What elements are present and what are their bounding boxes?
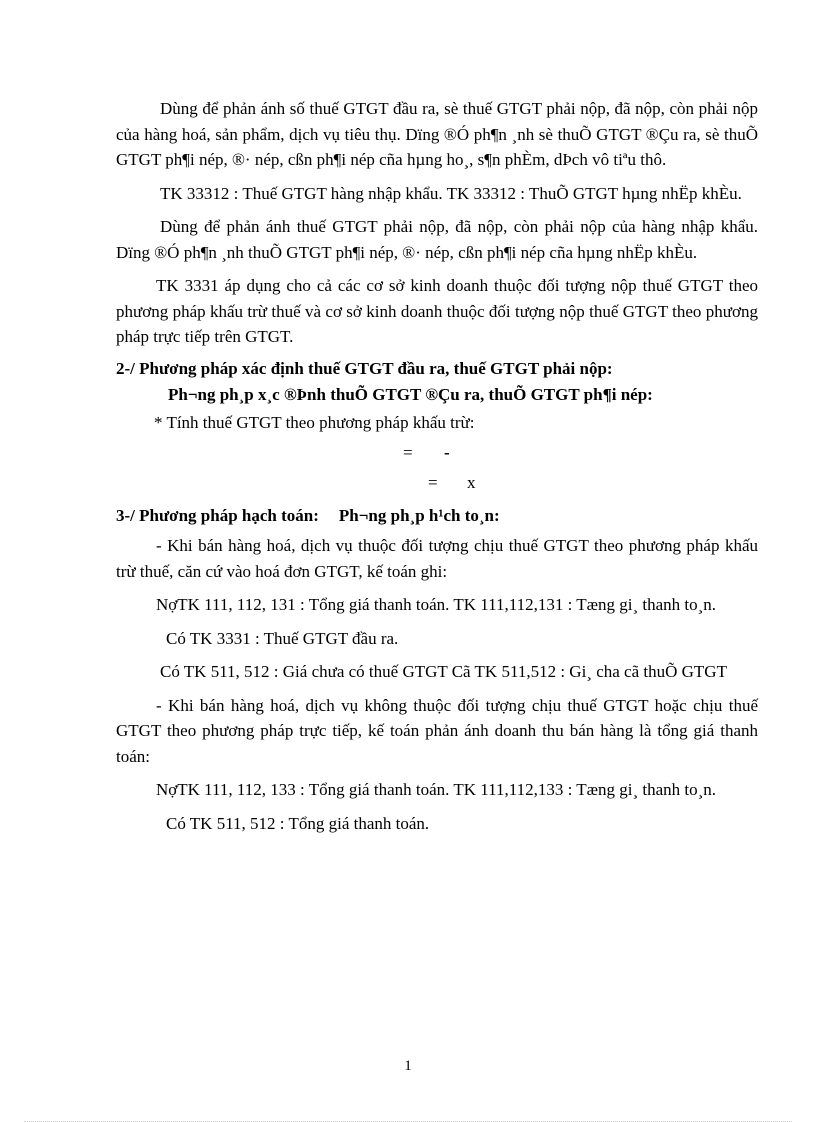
paragraph-tk-33312: TK 33312 : Thuế GTGT hàng nhập khẩu. TK 33312 : ThuÕ GTGT hµng nhËp khÈu.: [160, 183, 742, 203]
formula-line-2: [116, 473, 758, 503]
formula-line-1: [116, 443, 758, 473]
paragraph-output-vat: Dùng để phản ánh số thuế GTGT đầu ra, sè thuế GTGT phải nộp, đã nộp, còn phải nộp của hàng hoá, sản phẩm, dịch vụ tiêu thụ. Dïng ®Ó ph¶n ¸nh sè thuÕ GTGT ®Çu ra, sè thuÕ GTGT ph¶i nép, ®· nép, cßn ph¶i nép cña hµng ho¸, s¶n phÈm, dÞch vô tiªu thô.: [116, 99, 758, 169]
page-number: 1: [404, 1058, 412, 1074]
page-bottom-divider: [24, 1121, 792, 1122]
formula-equals: =: [403, 443, 413, 462]
paragraph-import-vat: Dùng để phản ánh thuế GTGT phải nộp, đã nộp, còn phải nộp của hàng nhập khẩu. Dïng ®Ó ph¶n ¸nh thuÕ GTGT ph¶i nép, ®· nép, cßn ph¶i nép cña hµng nhËp khÈu.: [116, 217, 758, 262]
formula-minus: -: [444, 443, 450, 462]
document-body: [116, 96, 758, 844]
section-3-title: 3-/ Phương pháp hạch toán:: [116, 506, 319, 525]
paragraph-deduction-sale: - Khi bán hàng hoá, dịch vụ thuộc đối tượng chịu thuế GTGT theo phương pháp khấu trừ thuế, căn cứ vào hoá đơn GTGT, kế toán ghi:: [116, 536, 758, 581]
entry-debit-111-112-133: NợTK 111, 112, 133 : Tổng giá thanh toán. TK 111,112,133 : Tæng gi¸ thanh to¸n.: [156, 780, 717, 799]
paragraph-direct-method-sale: - Khi bán hàng hoá, dịch vụ không thuộc đối tượng chịu thuế GTGT hoặc chịu thuế GTGT theo phương pháp trực tiếp, kế toán phản ánh doanh thu bán hàng là tổng giá thanh toán:: [116, 695, 758, 766]
entry-credit-511-512-total: Có TK 511, 512 : Tổng giá thanh toán.: [166, 813, 430, 833]
entry-credit-511-512: Có TK 511, 512 : Giá chưa có thuế GTGT Cã TK 511,512 : Gi¸ cha cã thuÕ GTGT: [160, 662, 727, 681]
section-3-heading: [116, 505, 758, 527]
entry-debit-111-112-131: NợTK 111, 112, 131 : Tổng giá thanh toán. TK 111,112,131 : Tæng gi¸ thanh to¸n.: [156, 595, 717, 614]
paragraph-tk-3331-scope: TK 3331 áp dụng cho cả các cơ sở kinh doanh thuộc đối tượng nộp thuế GTGT theo phương pháp khấu trừ thuế và cơ sở kinh doanh thuộc đối tượng nộp thuế GTGT theo phương pháp trực tiếp trên GTGT.: [116, 276, 758, 346]
section-2-heading: 2-/ Phương pháp xác định thuế GTGT đầu ra, thuế GTGT phải nộp:: [116, 358, 613, 378]
vat-calculation-note: * Tính thuế GTGT theo phương pháp khấu trừ:: [154, 412, 475, 432]
formula-equals: =: [428, 473, 438, 492]
section-3-title-alt: Ph¬ng ph¸p h¹ch to¸n:: [338, 506, 500, 525]
entry-credit-3331: Có TK 3331 : Thuế GTGT đầu ra.: [166, 628, 399, 648]
section-2-heading-alt: Ph¬ng ph¸p x¸c ®Þnh thuÕ GTGT ®Çu ra, thuÕ GTGT ph¶i nép:: [168, 384, 653, 404]
formula-multiply: x: [467, 473, 476, 492]
